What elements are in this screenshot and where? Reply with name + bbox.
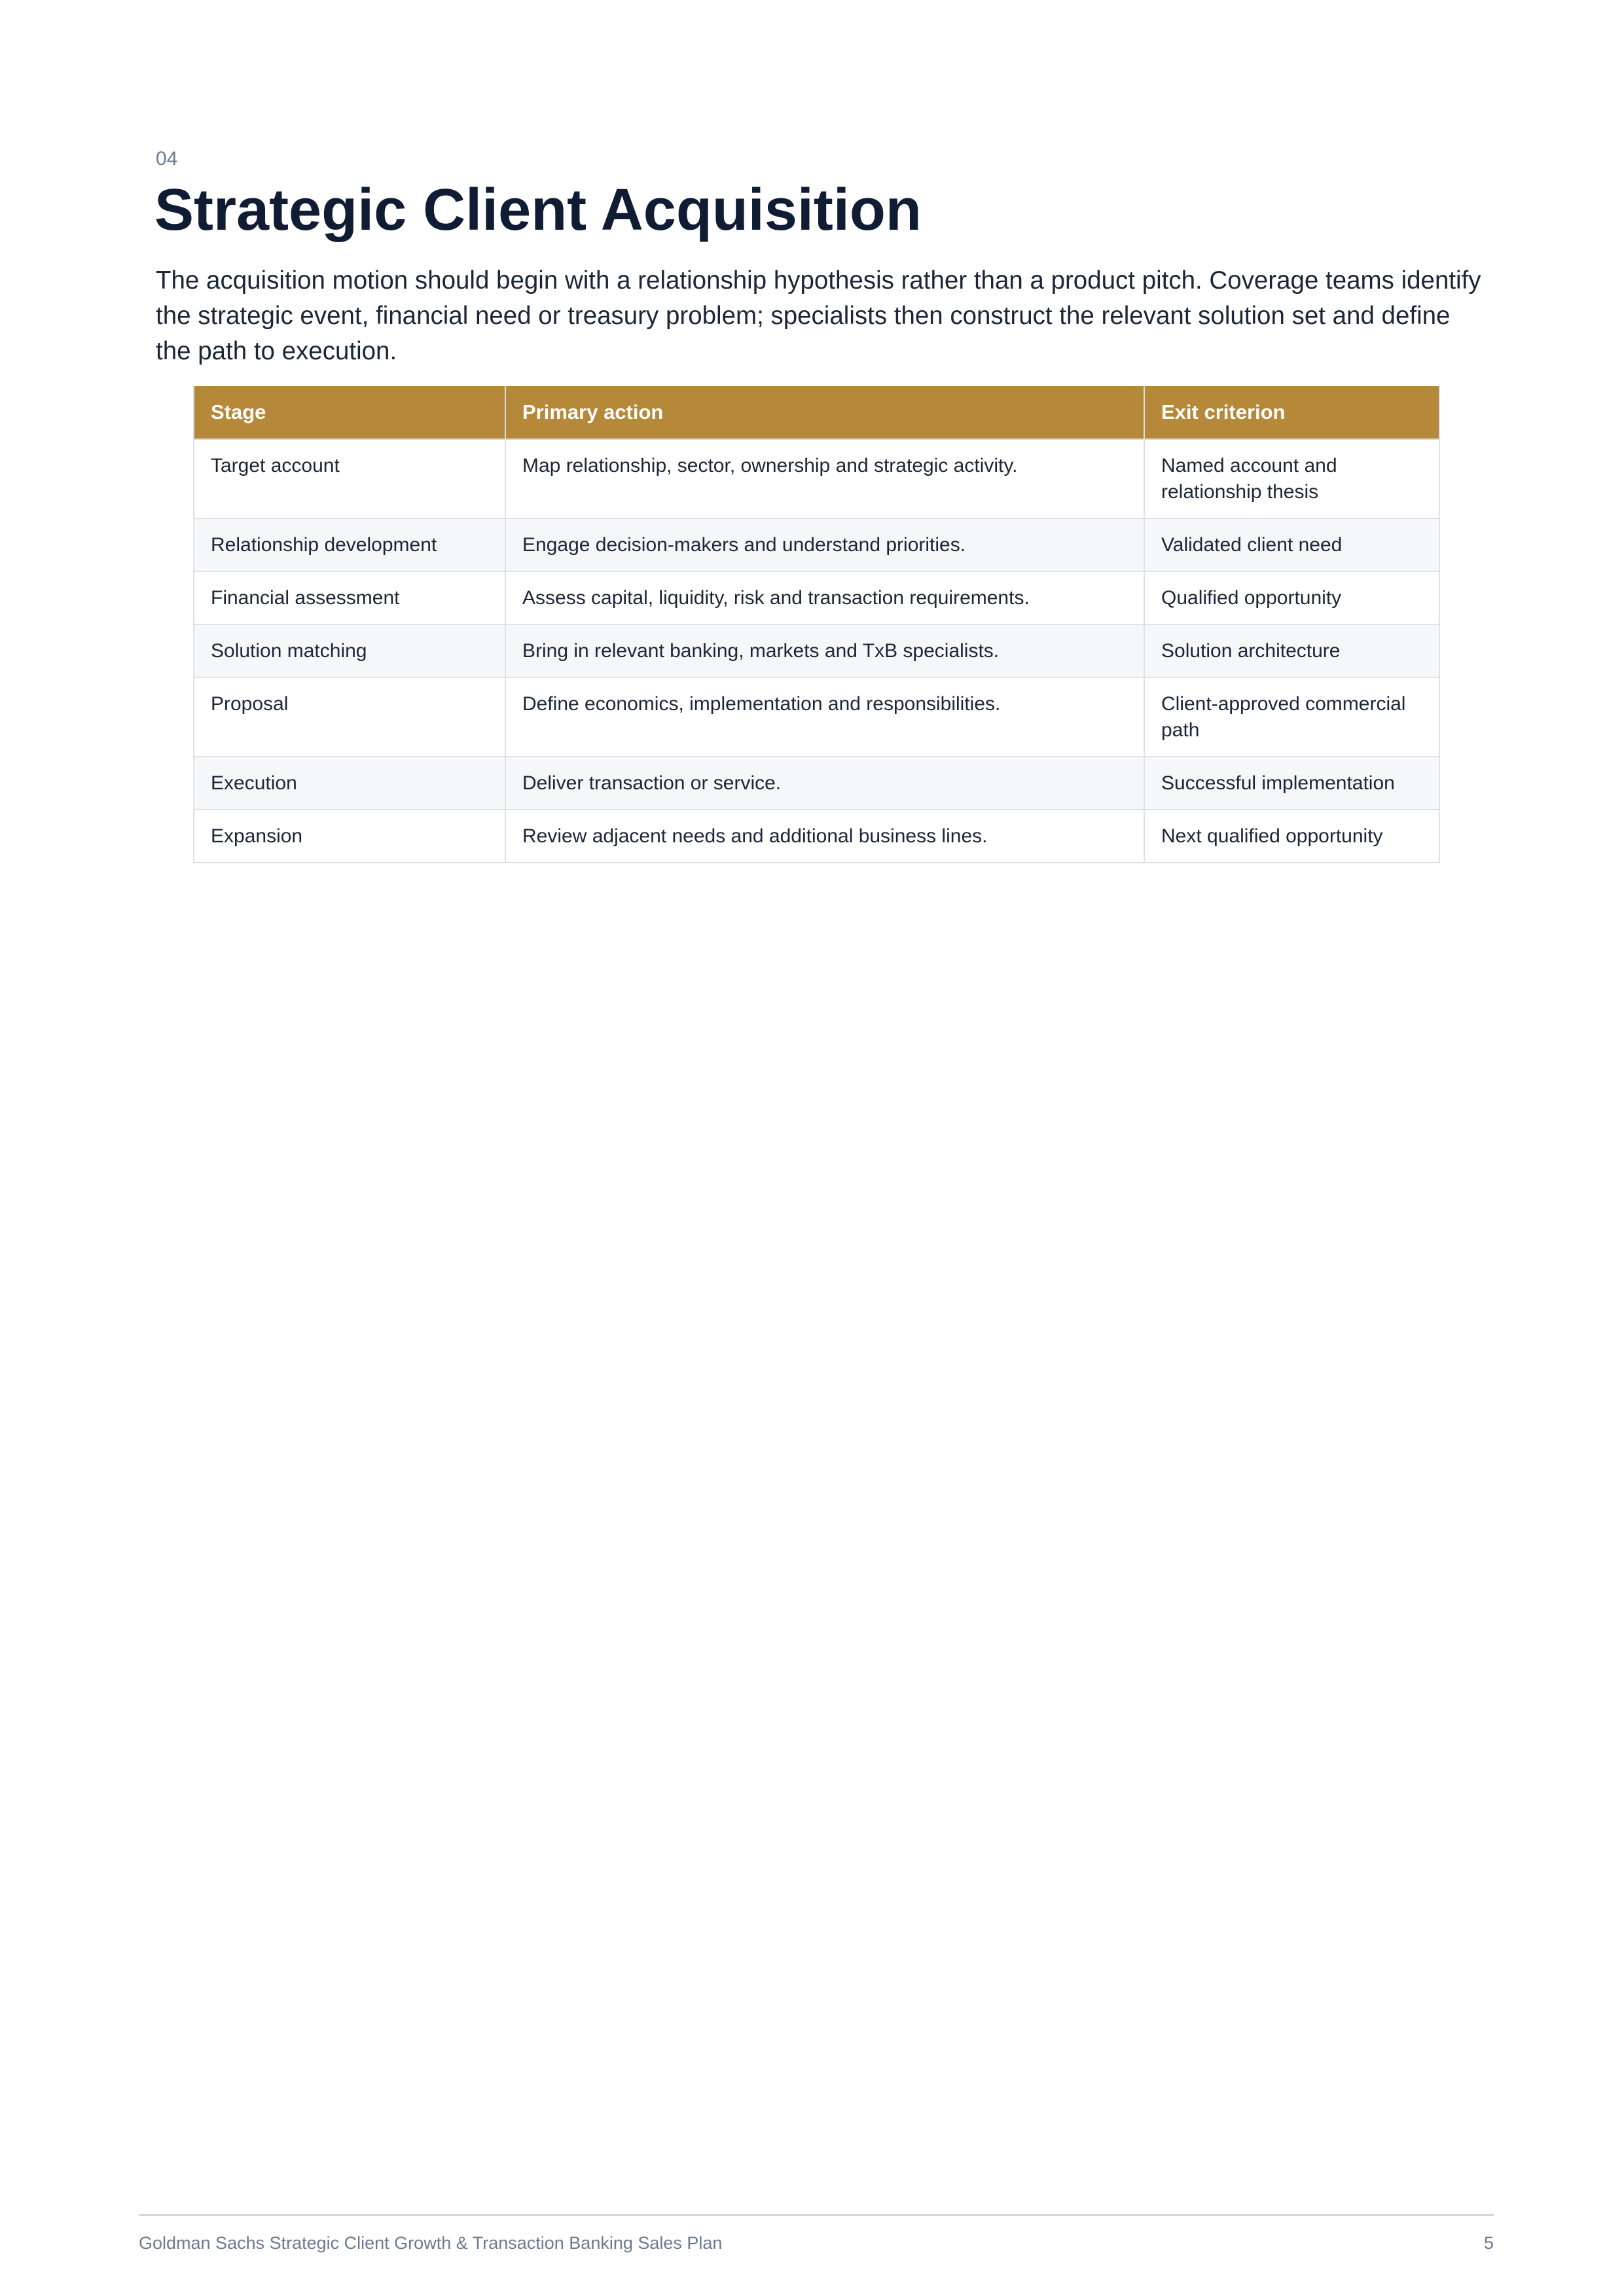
exit-criterion-cell: Next qualified opportunity	[1144, 810, 1439, 863]
primary-action-cell: Deliver transaction or service.	[505, 757, 1144, 810]
footer-divider	[139, 2214, 1494, 2216]
table-row	[194, 677, 1439, 757]
page-title: Strategic Client Acquisition	[154, 177, 922, 243]
table-row	[194, 518, 1439, 571]
primary-action-cell: Bring in relevant banking, markets and TxB specialists.	[505, 624, 1144, 677]
acquisition-stages-table	[193, 386, 1440, 863]
primary-action-cell: Engage decision-makers and understand priorities.	[505, 518, 1144, 571]
stage-cell: Solution matching	[194, 624, 505, 677]
section-number: 04	[156, 148, 178, 170]
table-row	[194, 757, 1439, 810]
primary-action-cell: Assess capital, liquidity, risk and transaction requirements.	[505, 571, 1144, 624]
table-row	[194, 624, 1439, 677]
footer-page-number: 5	[1483, 2233, 1494, 2253]
stage-cell: Execution	[194, 757, 505, 810]
exit-criterion-cell: Solution architecture	[1144, 624, 1439, 677]
exit-criterion-cell: Client-approved commercial path	[1144, 677, 1439, 757]
table-row	[194, 571, 1439, 624]
exit-criterion-cell: Qualified opportunity	[1144, 571, 1439, 624]
exit-criterion-cell: Named account and relationship thesis	[1144, 439, 1439, 518]
intro-paragraph: The acquisition motion should begin with a relationship hypothesis rather than a product pitch. Coverage teams identify the strategic event, financial need or treasury problem; specialists then construct the relevant solution set and define the path to execution.	[156, 266, 1481, 365]
primary-action-cell: Review adjacent needs and additional business lines.	[505, 810, 1144, 863]
stage-cell: Target account	[194, 439, 505, 518]
table-header-row	[194, 386, 1439, 439]
stage-cell: Proposal	[194, 677, 505, 757]
primary-action-cell: Define economics, implementation and responsibilities.	[505, 677, 1144, 757]
stage-cell: Relationship development	[194, 518, 505, 571]
footer-document-title: Goldman Sachs Strategic Client Growth & Transaction Banking Sales Plan	[139, 2233, 723, 2253]
table-row	[194, 810, 1439, 863]
exit-criterion-cell: Validated client need	[1144, 518, 1439, 571]
primary-action-cell: Map relationship, sector, ownership and strategic activity.	[505, 439, 1144, 518]
exit-criterion-cell: Successful implementation	[1144, 757, 1439, 810]
column-header-primary-action: Primary action	[505, 386, 1144, 439]
table-row	[194, 439, 1439, 518]
stage-cell: Expansion	[194, 810, 505, 863]
column-header-stage: Stage	[194, 386, 505, 439]
stage-cell: Financial assessment	[194, 571, 505, 624]
column-header-exit-criterion: Exit criterion	[1144, 386, 1439, 439]
